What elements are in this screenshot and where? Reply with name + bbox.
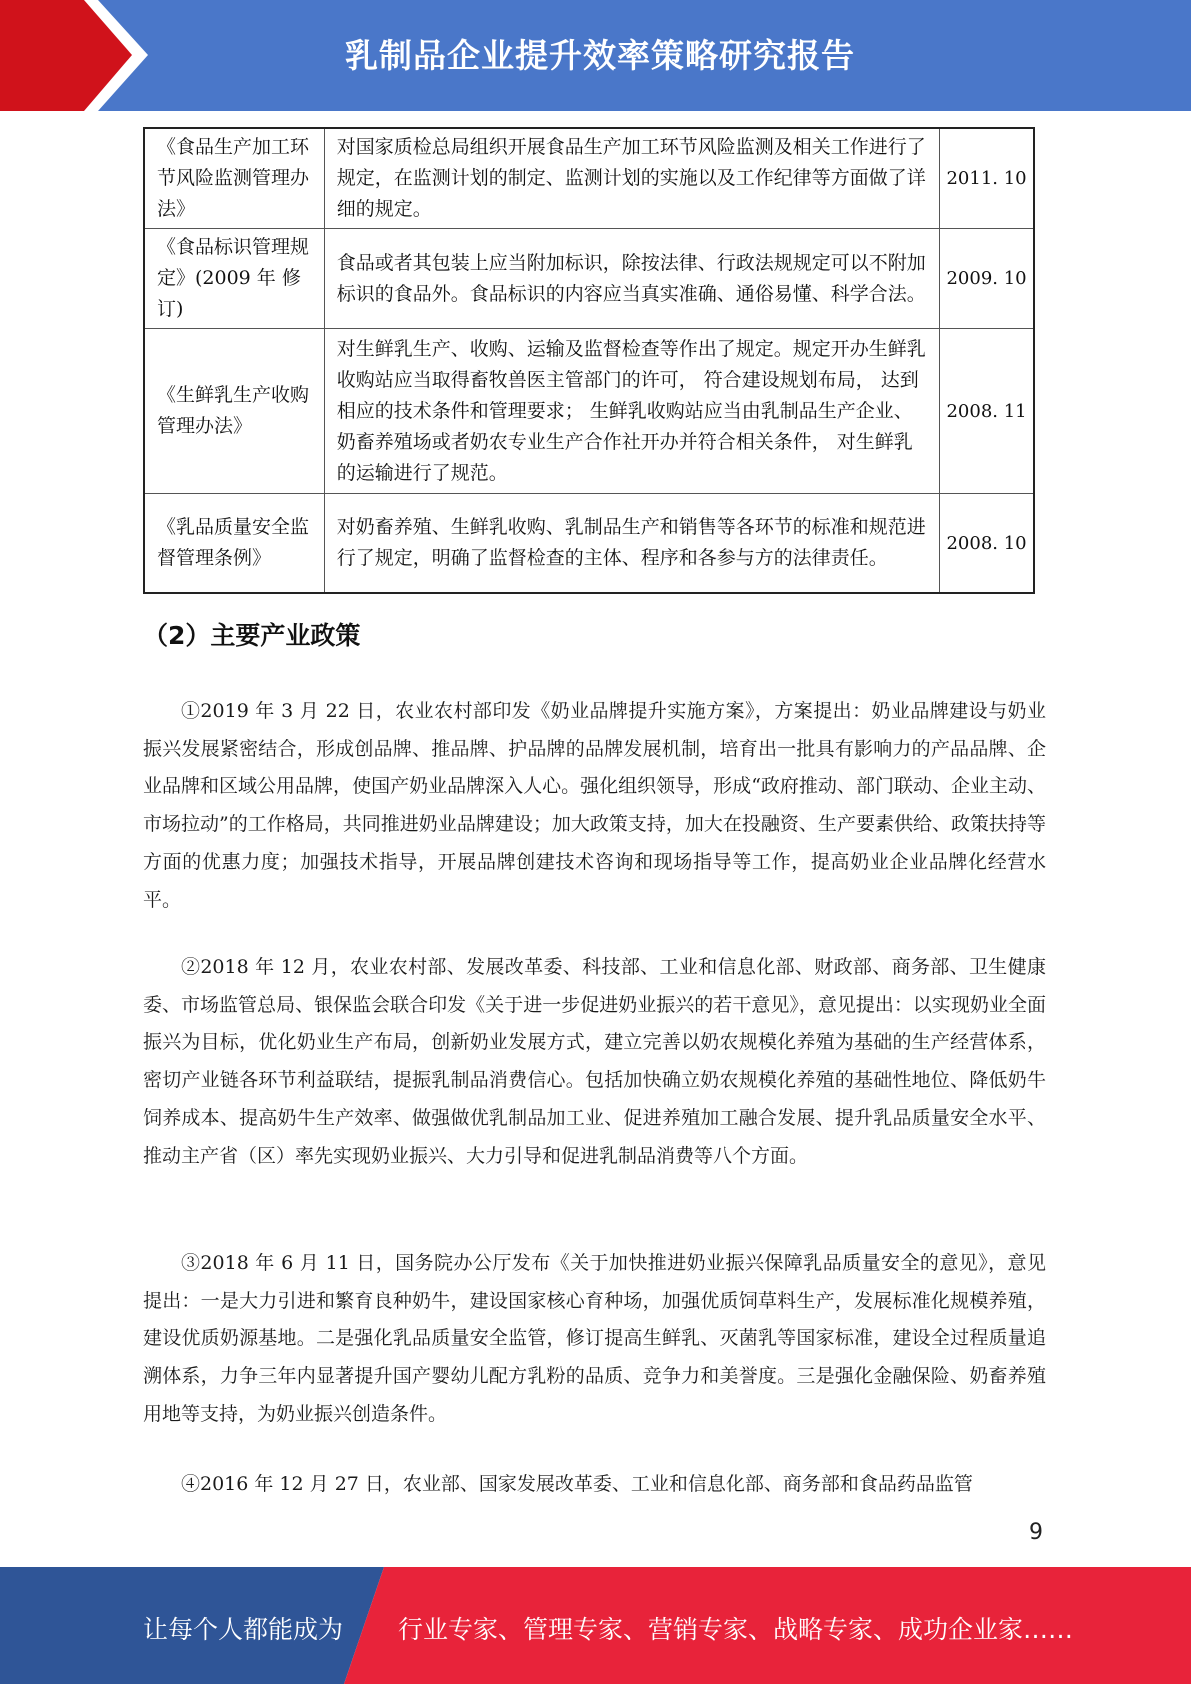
regulation-date: 2008. 10 [940,494,1034,594]
policy-paragraph-4: ④2016 年 12 月 27 日，农业部、国家发展改革委、工业和信息化部、商务部和食品药品监管 [181,1473,973,1495]
policy-paragraph-3: ③2018 年 6 月 11 日，国务院办公厅发布《关于加快推进奶业振兴保障乳品质量安全的意见》，意见提出：一是大力引进和繁育良种奶牛，建设国家核心育种场，加强优质饲草料生产，发展标准化规模养殖，建设优质奶源基地。二是强化乳品质量安全监管，修订提高生鲜乳、灭菌乳等国家标准，建设全过程质量追溯体系，力争三年内显著提升国产婴幼儿配方乳粉的品质、竞争力和美誉度。三是强化金融保险、奶畜养殖用地等支持，为奶业振兴创造条件。 [143,1252,1046,1425]
header-chevron-decoration [0,0,160,111]
report-title: 乳制品企业提升效率策略研究报告 [345,36,855,75]
regulation-date: 2008. 11 [940,329,1034,494]
regulation-name: 《乳品质量安全监督管理条例》 [144,494,324,594]
regulation-name: 《食品生产加工环节风险监测管理办法》 [144,128,324,229]
page-footer [0,1567,1191,1684]
regulation-description: 食品或者其包装上应当附加标识，除按法律、行政法规规定可以不附加标识的食品外。食品标识的内容应当真实准确、通俗易懂、科学合法。 [324,229,939,329]
footer-slogan-left: 让每个人都能成为 [143,1615,344,1644]
policy-paragraph-2: ②2018 年 12 月，农业农村部、发展改革委、科技部、工业和信息化部、财政部、商务部、卫生健康委、市场监管总局、银保监会联合印发《关于进一步促进奶业振兴的若干意见》，意见提出：以实现奶业全面振兴为目标，优化奶业生产布局，创新奶业发展方式，建立完善以奶农规模化养殖为基础的生产经营体系，密切产业链各环节利益联结，提振乳制品消费信心。包括加快确立奶农规模化养殖的基础性地位、降低奶牛饲养成本、提高奶牛生产效率、做强做优乳制品加工业、促进养殖加工融合发展、提升乳品质量安全水平、推动主产省（区）率先实现奶业振兴、大力引导和促进乳制品消费等八个方面。 [143,956,1046,1167]
regulations-table [143,127,1035,594]
table-row [144,329,1034,494]
table-row [144,494,1034,594]
regulation-name: 《生鲜乳生产收购管理办法》 [144,329,324,494]
page-header [0,0,1191,111]
regulation-description: 对奶畜养殖、生鲜乳收购、乳制品生产和销售等各环节的标准和规范进行了规定，明确了监督检查的主体、程序和各参与方的法律责任。 [324,494,939,594]
footer-slogan-right: 行业专家、管理专家、营销专家、战略专家、成功企业家…… [398,1615,1074,1644]
table-row [144,229,1034,329]
regulation-name: 《食品标识管理规定》(2009 年 修订) [144,229,324,329]
regulation-description: 对国家质检总局组织开展食品生产加工环节风险监测及相关工作进行了规定，在监测计划的制定、监测计划的实施以及工作纪律等方面做了详细的规定。 [324,128,939,229]
page-number: 9 [1029,1520,1043,1545]
table-row [144,128,1034,229]
regulation-description: 对生鲜乳生产、收购、运输及监督检查等作出了规定。规定开办生鲜乳收购站应当取得畜牧兽医主管部门的许可， 符合建设规划布局， 达到相应的技术条件和管理要求； 生鲜乳收购站应当由乳制品生产企业、奶畜养殖场或者奶农专业生产合作社开办并符合相关条件， 对生鲜乳的运输进行了规范。 [324,329,939,494]
policy-paragraph-1: ①2019 年 3 月 22 日，农业农村部印发《奶业品牌提升实施方案》，方案提出：奶业品牌建设与奶业振兴发展紧密结合，形成创品牌、推品牌、护品牌的品牌发展机制，培育出一批具有影响力的产品品牌、企业品牌和区域公用品牌，使国产奶业品牌深入人心。强化组织领导，形成“政府推动、部门联动、企业主动、市场拉动”的工作格局，共同推进奶业品牌建设；加大政策支持，加大在投融资、生产要素供给、政策扶持等方面的优惠力度；加强技术指导，开展品牌创建技术咨询和现场指导等工作，提高奶业企业品牌化经营水平。 [143,700,1046,911]
regulation-date: 2009. 10 [940,229,1034,329]
regulation-date: 2011. 10 [940,128,1034,229]
section-heading: （2）主要产业政策 [143,621,361,650]
